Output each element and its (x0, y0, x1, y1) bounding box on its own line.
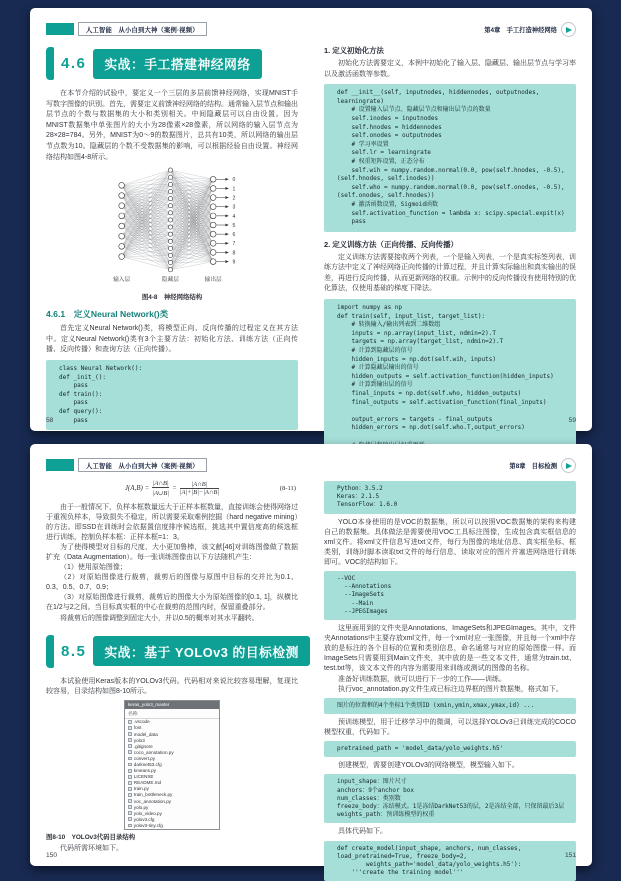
voc-paragraph: YOLO本身使用的是VOC的数据集，所以可以按照VOC数据集的架构来构建自己的数据集。具体做法是需要使用VOC工具标注图像，生成包含真实框信息的xml文件。将xml文件信息写进txt文件，每行为图像的地址信息、真实框坐标、框类别，训练时脚本读取txt文件的每行信息，读取对应的图片并塞进网络进行训练即可。VOC的结构如下。 (324, 518, 576, 566)
ssd-paragraphs (46, 503, 298, 624)
code-line: # 计算到输出层的信号 (337, 381, 413, 389)
page-header-left (46, 458, 298, 472)
code-line: anchors：9个anchor box (337, 786, 415, 794)
header-accent-swatch (46, 23, 74, 35)
play-icon (561, 22, 576, 37)
file-icon (128, 824, 132, 828)
svg-text:8: 8 (232, 250, 235, 257)
code-line: self.inodes = inputnodes (337, 114, 439, 122)
page-header-left (46, 22, 298, 36)
header-accent-swatch (46, 459, 74, 471)
play-triangle-icon (566, 27, 572, 33)
code-line: self.lr = learningrate (337, 149, 431, 157)
section-banner-8-5 (46, 635, 298, 668)
code-line: --JPEGImages (337, 607, 388, 615)
file-icon (128, 781, 132, 785)
code-line: # 学习率设置 (337, 140, 389, 148)
page-header-right (324, 22, 576, 37)
file-name: darknet53.cfg (133, 762, 162, 768)
chapter-title: 第8章 目标检测 (509, 463, 557, 470)
code-line: '''create the training model''' (337, 869, 464, 877)
code-line (337, 407, 570, 416)
figure-8-10-file-window (124, 700, 220, 830)
section-title: 实战：手工搭建神经网络 (93, 49, 261, 79)
formula-8-11 (46, 480, 298, 497)
svg-text:3: 3 (232, 204, 235, 211)
svg-text:4: 4 (232, 213, 235, 220)
file-icon (128, 732, 132, 736)
file-name: yolo.py (133, 804, 149, 810)
file-name: train_bottleneck.py (133, 792, 173, 798)
file-name: model_data (133, 731, 158, 737)
neural-network-diagram (96, 165, 249, 285)
page-151 (311, 444, 592, 877)
paragraph: 将裁剪后的图像调整到固定大小，并以0.5的概率对其水平翻转。 (60, 614, 259, 622)
code-block-format (324, 698, 576, 714)
code-line: final_inputs = np.dot(self.who, hidden_outputs) (337, 390, 522, 397)
book-title: 人工智能 从小白到大神（案例·视频） (78, 22, 207, 36)
code-line: hidden_inputs = np.dot(self.wih, inputs) (337, 355, 496, 363)
code-block-pretrained-path (324, 741, 576, 757)
section-number: 8.5 (61, 642, 87, 660)
section-banner-4-6 (46, 47, 298, 80)
svg-text:2: 2 (232, 195, 235, 202)
file-name: yolo3 (133, 737, 145, 743)
code-line: pass (59, 416, 88, 424)
page-number: 150 (46, 852, 58, 859)
paragraph: 为了使得模型对目标的尺度、大小更加鲁棒，该文献[46]对训练图像做了数据扩充（Data Augmentation）。每一张训练图像由以下方法随机产生： (46, 543, 298, 561)
code-line: pass (337, 218, 366, 226)
file-icon (128, 744, 132, 748)
code-line: output_errors = targets - final_outputs (337, 415, 493, 423)
code-line: freeze_body：冻结模式。1是冻结DarkNet53的层，2是冻结全部，只保留最后3层 (337, 803, 565, 811)
svg-text:5: 5 (232, 223, 235, 230)
code-line: TensorFlow：1.6.0 (337, 501, 398, 509)
code-block-class-skeleton (46, 360, 298, 430)
spread-pages-150-151 (30, 444, 592, 877)
window-title-bar: keras_yolo3_master (125, 701, 219, 709)
figure-caption: 图8-10 YOLOv3代码目录结构 (46, 833, 136, 841)
file-icon (128, 763, 132, 767)
detail-code-paragraph: 具体代码如下。 (338, 828, 387, 836)
file-icon (128, 793, 132, 797)
code-line: --VOC (337, 575, 356, 583)
svg-text:输入层: 输入层 (112, 277, 130, 284)
file-name: yolo_video.py (133, 810, 162, 816)
subsection-title-4-6-1: 4.6.1 定义Neural Network()类 (46, 309, 169, 320)
paragraph: （1）使用原始图像； (60, 564, 127, 572)
file-name: kmeans.py (133, 768, 157, 774)
code-line: input_shape：图片尺寸 (337, 778, 407, 786)
code-block-environment (324, 481, 576, 514)
file-name: coco_annotation.py (133, 749, 174, 755)
code-block-create-model (324, 841, 576, 881)
code-line: # 转换输入/输出列表到二维数组 (337, 321, 441, 329)
page-59 (311, 8, 592, 431)
intro-paragraph: 在本节介绍的试验中，要定义一个三层的多层前馈神经网络，实现MNIST手写数字图像的识别。首先，需要定义前馈神经网络的结构。通常输入层节点和输出层节点的个数与数据集的大小和类别相关。中间隐藏层可以自由设置。因为MNIST数据集中单张图片的大小为28像素×28像素，所以网络的输入层节点为28×28=784。另外，MNIST为0～9的数据图片，总共有10类，所以网络的输出层节点数为10。隐藏层的个数不受数据集的影响，可以根据经验自由设置。神经网络结构如图4-8所示。 (46, 90, 298, 161)
code-line: pretrained_path = 'model_data/yolo_weights.h5' (337, 745, 504, 753)
chapter-title: 第4章 手工打造神经网络 (484, 27, 557, 34)
yolo-intro-paragraph: 本试验使用Keras版本的YOLOv3代码。代码相对来说比较容易理解，复现比较容易，目录结构如图8-10所示。 (46, 677, 298, 695)
page-number: 151 (564, 852, 576, 859)
file-icon (128, 775, 132, 779)
file-name: convert.py (133, 755, 155, 761)
figure-4-8 (46, 165, 298, 301)
file-icon (128, 757, 132, 761)
formula-equals: = (172, 484, 177, 493)
file-icon (128, 799, 132, 803)
code-line: num_classes：类别数 (337, 794, 401, 802)
page-150 (30, 444, 311, 866)
code-line: def train(): (59, 390, 103, 398)
file-name: yolov3-tiny.cfg (133, 822, 163, 828)
code-line: 图片的位置框的4个坐标1个类别ID (xmin,ymin,xmax,ymax,id) ... (337, 701, 535, 709)
file-icon (128, 750, 132, 754)
code-line: --Main (337, 599, 374, 607)
file-icon (128, 738, 132, 742)
file-name: voc_annotation.py (133, 798, 172, 804)
file-name: .gitignore (133, 743, 153, 749)
file-icon (128, 787, 132, 791)
code-line: --Annotations (337, 583, 392, 591)
code-line: final_outputs = self.activation_function(final_inputs) (337, 398, 547, 406)
code-line: # 权重矩阵设置，正态分布 (337, 157, 425, 165)
code-line: def train(self, input_list, target_list): (337, 312, 486, 320)
file-icon (128, 811, 132, 815)
fraction: $\frac{|A\cap B|}{|A\cup B|}$ (152, 480, 170, 497)
play-icon (561, 458, 576, 473)
code-line: # 激活函数设置，Sigmoid函数 (337, 200, 438, 208)
svg-text:隐藏层: 隐藏层 (161, 277, 179, 284)
page-header-right (324, 458, 576, 473)
svg-text:0: 0 (232, 177, 235, 184)
code-line (337, 433, 570, 442)
file-list (125, 719, 219, 829)
code-line: # 计算隐藏层输出的信号 (337, 364, 419, 372)
play-triangle-icon (566, 463, 572, 469)
voc-annotation-paragraph: 执行voc_annotation.py文件生成已标注边界框的图片数据集，格式如下。 (338, 685, 563, 693)
page-number: 58 (46, 417, 54, 424)
code-line: pass (59, 399, 88, 407)
pretrained-paragraph: 预训练模型，用于迁移学习中的微调，可以选择YOLOv3已训练完成的COCO模型权重，代码如下。 (324, 718, 576, 737)
numbered-heading-2: 2. 定义训练方法（正向传播、反向传播） (324, 239, 458, 249)
svg-text:6: 6 (232, 232, 235, 239)
file-icon (128, 817, 132, 821)
file-icon (128, 805, 132, 809)
code-line: self.hnodes = hiddennodes (337, 123, 442, 131)
fraction: $\frac{|A\cap B|}{|A|+|B|-|A\cap B|}$ (179, 480, 220, 496)
code-line: class Neural Network(): (59, 364, 143, 372)
svg-text:9: 9 (232, 259, 235, 266)
code-line: hidden_errors = np.dot(self.who.T,output_errors) (337, 424, 525, 432)
book-title: 人工智能 从小白到大神（案例·视频） (78, 458, 207, 472)
svg-text:1: 1 (232, 186, 235, 193)
page-58 (30, 8, 311, 431)
svg-text:输出层: 输出层 (204, 277, 222, 284)
file-icon (128, 769, 132, 773)
code-block-model-inputs (324, 774, 576, 823)
code-line: self.activation_function = lambda x: scipy.special.expit(x) (337, 209, 565, 217)
code-block-train (324, 299, 576, 455)
code-line: # 设置输入层节点、隐藏层节点和输出层节点的数量 (337, 106, 491, 114)
paragraph: 由于一般情况下，负样本框数量远大于正样本框数量，直接训练会使得网络过于重视负样本，导致损失不稳定，所以需要采取难例挖掘（hard negative mining）的方法。即SSD在训练时会依据置信度排序候选框，挑选其中置信度高的候选框进行训练，控制负样本框：正样本框=1：3。 (46, 503, 298, 541)
code-line: weights_path：预训练模型的权重 (337, 811, 435, 819)
code-line: Keras：2.1.5 (337, 493, 380, 501)
spread-pages-58-59 (30, 8, 592, 431)
formula-lhs: J(A,B) = (124, 484, 150, 493)
code-line: def _init_(): (59, 373, 106, 381)
file-name: README.md (133, 780, 162, 786)
column-header: 名称 (125, 709, 219, 719)
code-line: --ImageSets (337, 591, 384, 599)
code-block-voc-structure (324, 571, 576, 620)
file-name: yolov3.cfg (133, 816, 155, 822)
folders-paragraph: 这里面用到的文件夹是Annotations、ImageSets和JPEGImages。其中，文件夹Annotations中主要存放xml文件，每一个xml对应一张图像，并且每一个xml中存放的是标注的各个目标的位置和类别信息，命名通常与对应的原始图像一样。而ImageSets只需要用到Main文件夹，其中放的是一些文本文件，通常为train.txt、test.txt等，该文本文件的内容为需要用来训练或测试的图像的名称。 (324, 625, 576, 673)
figure-caption: 图4-8 神经网络结构 (141, 294, 203, 302)
train-paragraph: 定义训练方法需要接收两个列表，一个是输入列表，一个是真实标签列表，训练方法中定义了神经网络正向传播的计算过程，并且计算实际输出和真实输出的误差，再进行反向传播，从而更新网络的权重。示例中的反向传播没有使用特别的优化算法，仅使用基础的梯度下降法。 (324, 253, 576, 293)
paragraph: （3）对原始图像进行裁剪，裁剪后的图像大小为原始图像的[0.1, 1]，纵横比在1/2与2之间。当目标真实框的中心在裁剪的范围内时，保留重叠部分。 (46, 594, 298, 612)
code-line: self.who = numpy.random.normal(0.0, pow(self.onodes, -0.5), (self.onodes, self.hnodes)) (337, 183, 569, 200)
banner-bracket-icon (46, 635, 54, 668)
code-line: def query(): (59, 407, 103, 415)
subsection-paragraph: 首先定义Neural Network()类，将模型正向、反向传播的过程定义在其方法中。定义Neural Network()类有3个主要方法：初始化方法、训练方法（正向传播、反向传播）和查询方法（正向传播）。 (46, 325, 298, 354)
code-line: hidden_outputs = self.activation_function(hidden_inputs) (337, 372, 554, 380)
page-number: 59 (568, 417, 576, 424)
paragraph: （2）对原始图像进行裁剪，裁剪后的图像与原图中目标的交并比为0.1、0.3、0.5、0.7、0.9； (46, 574, 298, 592)
file-name: font (133, 725, 142, 731)
file-row (125, 822, 219, 828)
code-line: pass (59, 382, 88, 390)
equation-tag: (8-11) (279, 484, 296, 492)
create-model-paragraph: 创建模型，需要创建YOLOv3的网络模型，模型输入如下。 (338, 762, 519, 770)
code-line: targets = np.array(target_list, ndmin=2).T (337, 338, 504, 346)
prepare-paragraph: 准备好训练数据，就可以进行下一步的工作——训练。 (338, 675, 506, 683)
svg-text:7: 7 (232, 241, 235, 248)
code-line: self.onodes = outputnodes (337, 132, 442, 140)
code-line: def __init__(self, inputnodes, hiddennodes, outputnodes, learningrate) (337, 89, 543, 105)
code-line: inputs = np.array(input_list, ndmin=2).T (337, 329, 496, 337)
file-name: .vscode (133, 719, 150, 725)
code-line: # 计算到隐藏层的信号 (337, 347, 413, 355)
code-line: self.wih = numpy.random.normal(0.0, pow(self.hnodes, -0.5), (self.hnodes, self.inodes)) (337, 166, 569, 183)
section-title: 实战：基于 YOLOv3 的目标检测 (93, 636, 310, 666)
file-name: LICENSE (133, 774, 154, 780)
numbered-heading-1: 1. 定义初始化方法 (324, 46, 384, 55)
code-line: def create_model(input_shape, anchors, num_classes, load_pretrained=True, freeze_body=2, (337, 844, 525, 860)
file-name: train.py (133, 786, 149, 792)
code-line: Python：3.5.2 (337, 485, 383, 492)
code-line: weights_path='model_data/yolo_weights.h5'): (337, 860, 522, 868)
init-paragraph: 初始化方法需要定义，本例中初始化了输入层、隐藏层、输出层节点与学习率以及激活函数等参数。 (324, 60, 576, 78)
file-icon (128, 720, 132, 724)
section-number: 4.6 (61, 55, 87, 72)
code-line: import numpy as np (337, 304, 403, 312)
file-icon (128, 726, 132, 730)
env-lead-paragraph: 代码所需环境如下。 (60, 844, 123, 852)
code-block-init (324, 84, 576, 232)
banner-bracket-icon (46, 47, 54, 80)
